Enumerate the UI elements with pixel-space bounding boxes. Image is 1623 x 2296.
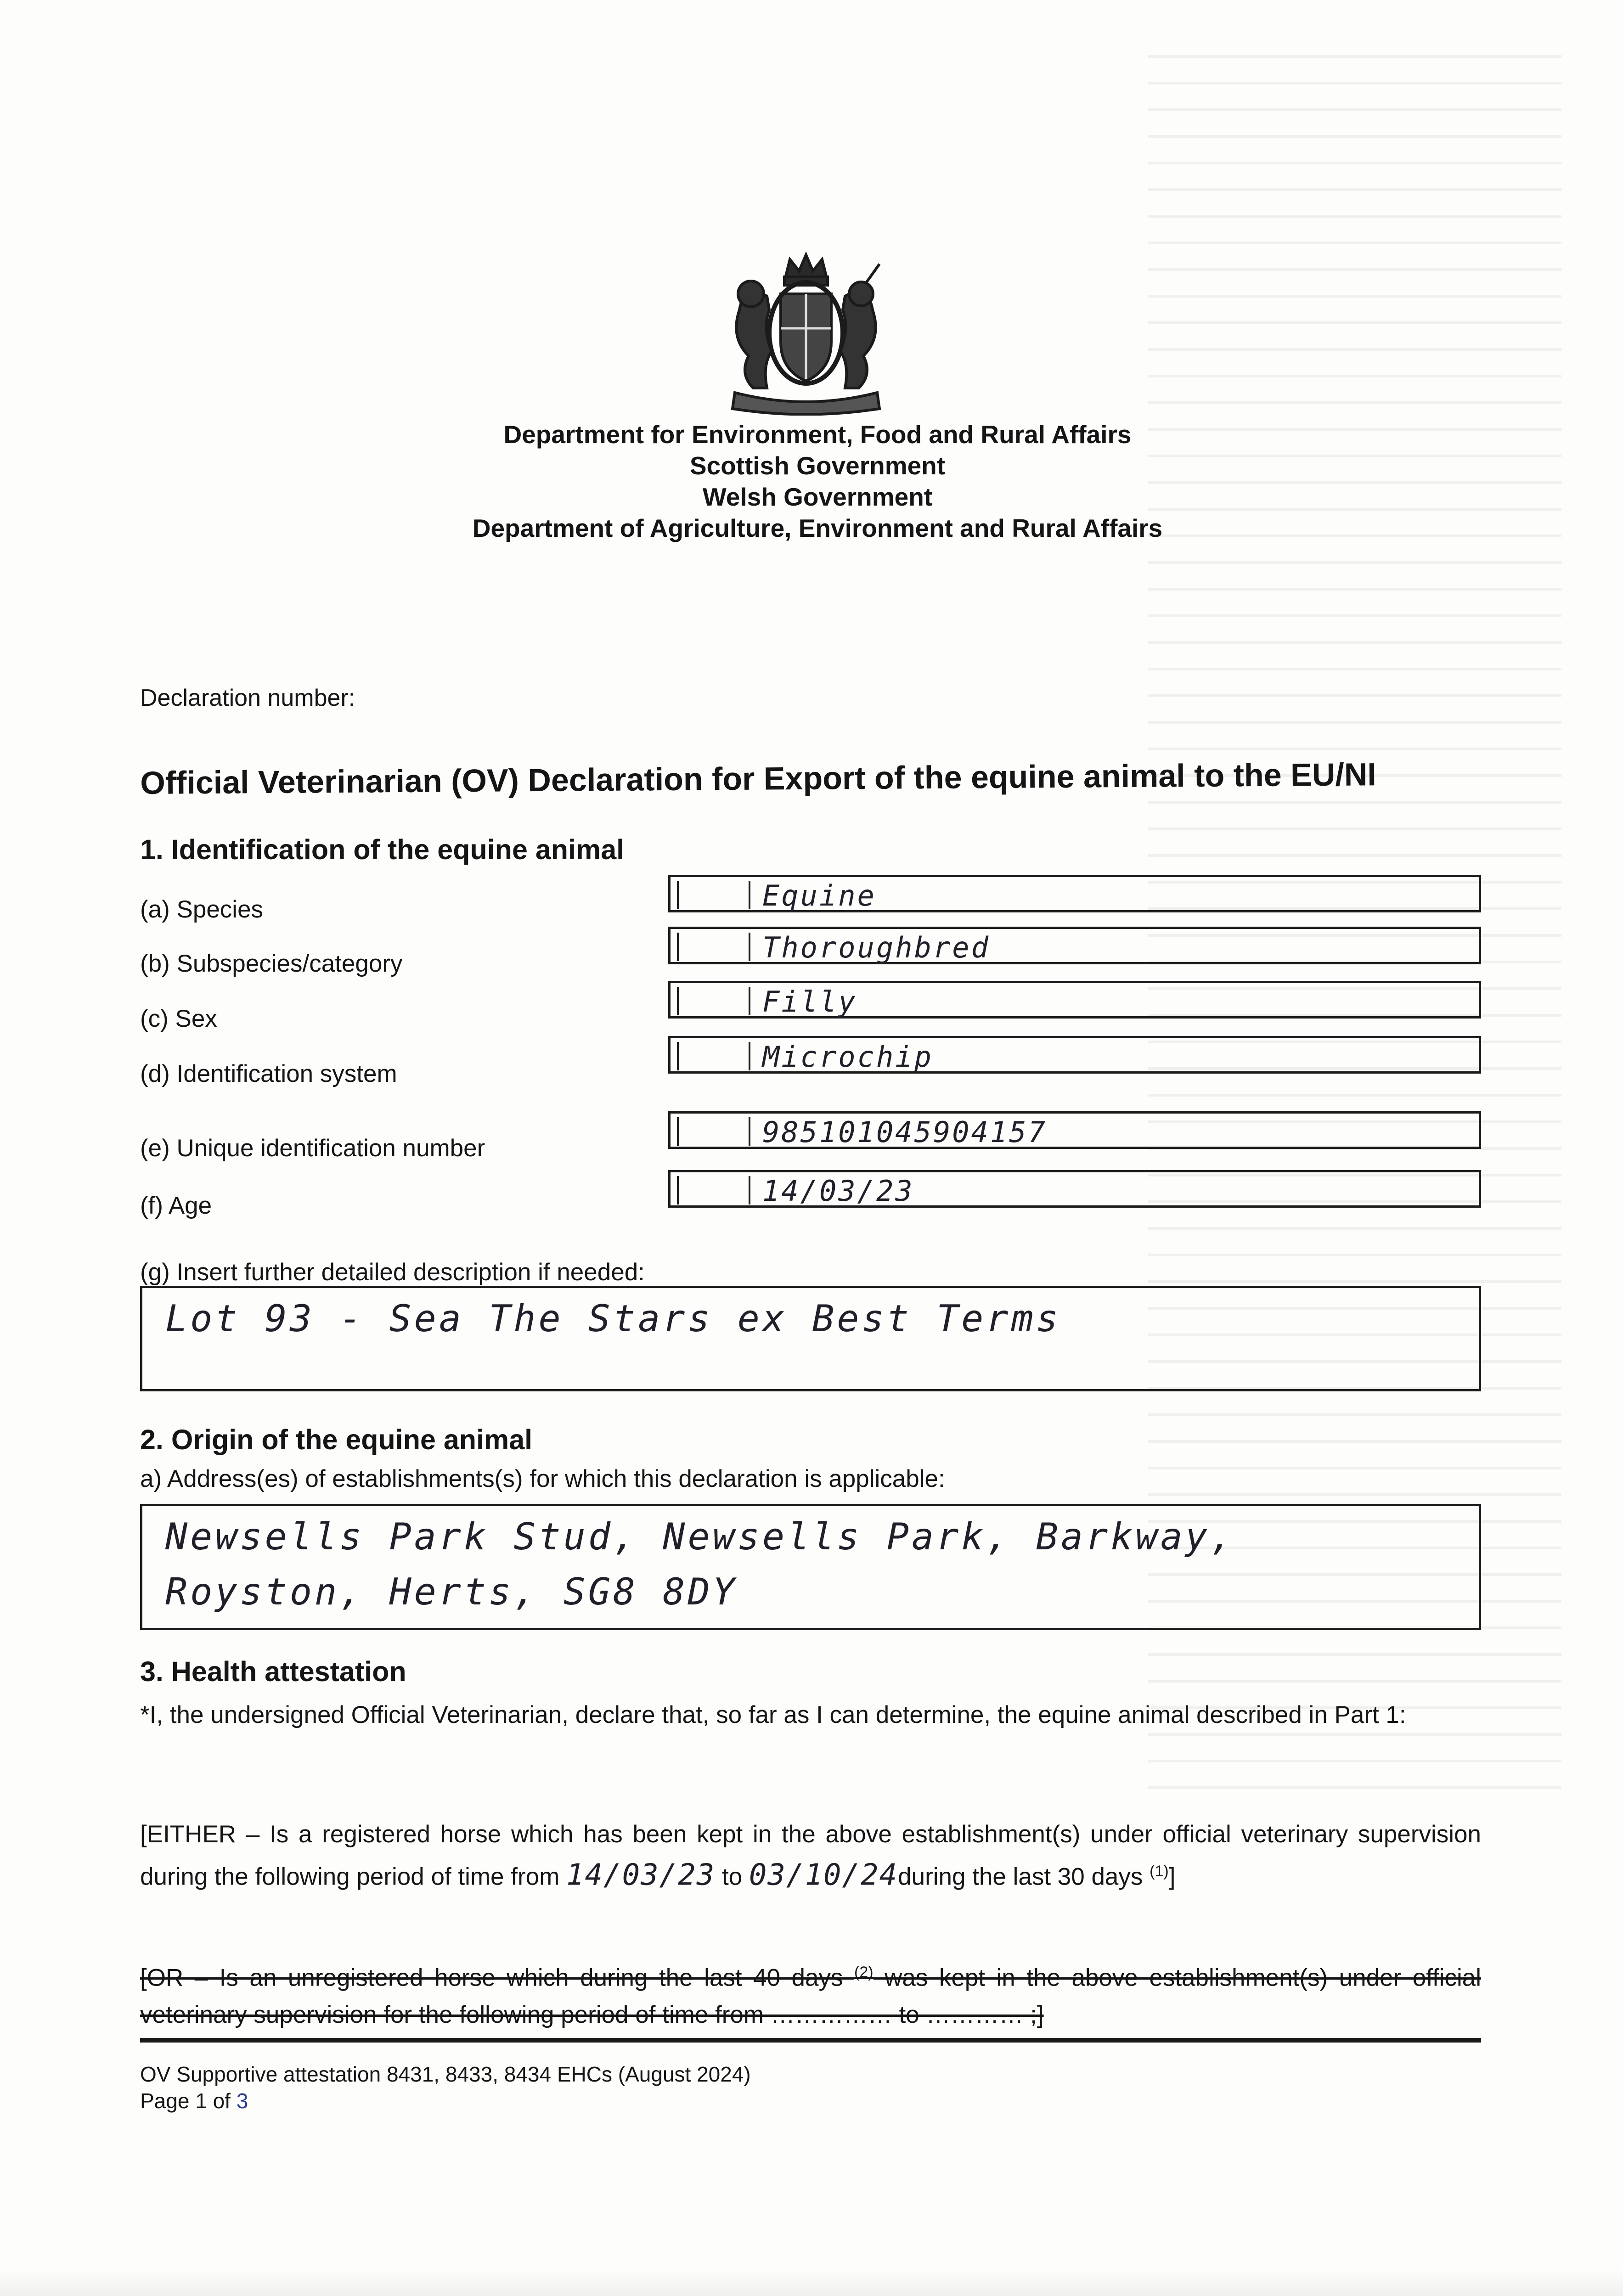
either-prefix: [EITHER – Is a registered horse which has been kept in the above establishment(s) under official veterinary supervision during the following period of time from [140,1821,1481,1891]
box-tick [749,1176,750,1204]
identification-system-field[interactable] [668,1036,1481,1074]
box-tick [749,987,750,1015]
identification-system-label: (d) Identification system [140,1060,397,1087]
subspecies-value: Thoroughbred [762,931,990,964]
unique-id-field[interactable] [668,1111,1481,1149]
or-footnote: (2) [854,1964,873,1981]
department-line: Welsh Government [702,483,933,511]
subspecies-field[interactable] [668,927,1481,964]
page-total: 3 [236,2089,248,2113]
further-description-label: (g) Insert further detailed description if needed: [140,1259,645,1286]
further-description-value: Lot 93 - Sea The Stars ex Best Terms [165,1297,1061,1340]
box-tick [749,1117,750,1146]
department-line: Department of Agriculture, Environment and Rural Affairs [472,514,1163,542]
unique-id-value: 985101045904157 [762,1115,1047,1149]
box-tick [677,933,679,961]
sex-field[interactable] [668,981,1481,1019]
header-departments [377,419,1258,544]
footer-page-number [140,2088,751,2114]
either-to-date: 03/10/24 [749,1858,898,1892]
box-tick [677,1176,679,1204]
address-line-1: Newsells Park Stud, Newsells Park, Barkway, [165,1515,1235,1558]
box-tick [749,1042,750,1070]
box-tick [677,987,679,1015]
species-value: Equine [762,879,876,912]
address-box[interactable] [140,1504,1481,1630]
box-tick [677,1117,679,1146]
document-title: Official Veterinarian (OV) Declaration for Export of the equine animal to the EU/NI [140,756,1377,801]
either-close: ] [1168,1863,1176,1891]
age-field[interactable] [668,1170,1481,1208]
section2-heading: 2. Origin of the equine animal [140,1424,533,1455]
box-tick [677,881,679,909]
age-value: 14/03/23 [762,1174,914,1208]
or-clause-struck [140,1954,1481,2033]
department-line: Department for Environment, Food and Rural Affairs [503,420,1132,449]
either-from-date: 14/03/23 [566,1858,716,1892]
subspecies-label: (b) Subspecies/category [140,950,403,977]
royal-coat-of-arms-icon [707,250,905,416]
box-tick [749,881,750,909]
either-suffix: during the last 30 days [898,1863,1150,1891]
page-prefix: Page 1 of [140,2089,237,2113]
species-field[interactable] [668,875,1481,912]
sex-label: (c) Sex [140,1005,217,1032]
or-text-b: was kept in the above establishment(s) under official veterinary supervision for the following period of time from …………… to ………… ;] [140,1964,1481,2028]
footer-attestation-ref: OV Supportive attestation 8431, 8433, 8434 EHCs (August 2024) [140,2062,751,2086]
department-line: Scottish Government [689,451,946,480]
scan-edge [0,2268,1623,2296]
section1-heading: 1. Identification of the equine animal [140,834,625,865]
further-description-box[interactable] [140,1286,1481,1391]
address-label: a) Address(es) of establishments(s) for which this declaration is applicable: [140,1465,945,1492]
box-tick [677,1042,679,1070]
either-footnote: (1) [1150,1863,1169,1880]
box-tick [749,933,750,961]
unique-id-label: (e) Unique identification number [140,1135,485,1162]
section3-heading: 3. Health attestation [140,1656,406,1687]
either-to-word: to [715,1863,749,1891]
or-text-a: [OR – Is an unregistered horse which during the last 40 days [140,1964,855,1992]
identification-system-value: Microchip [762,1040,933,1074]
age-label: (f) Age [140,1192,212,1219]
footer [140,2061,751,2114]
address-line-2: Royston, Herts, SG8 8DY [165,1570,738,1613]
species-label: (a) Species [140,896,264,923]
declaration-number-label: Declaration number: [140,685,355,711]
either-clause [140,1816,1481,1896]
footer-rule [140,2038,1481,2043]
sex-value: Filly [762,985,857,1019]
health-intro: *I, the undersigned Official Veterinarian, declare that, so far as I can determine, the equine animal described in Part 1: [140,1701,1406,1728]
